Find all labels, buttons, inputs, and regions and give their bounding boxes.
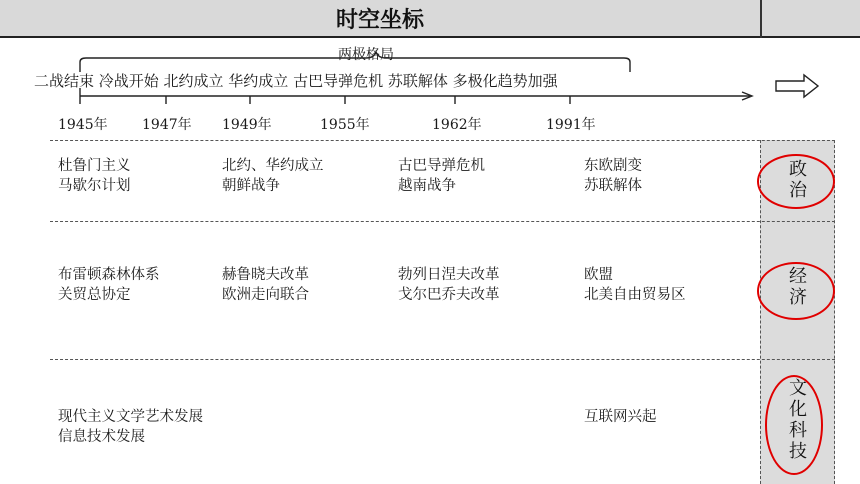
bipolar-pattern-label: 两极格局 — [338, 47, 394, 63]
politics-item: 东欧剧变 — [584, 158, 642, 174]
economy-red-circle — [757, 262, 835, 320]
politics-item: 马歇尔计划 — [58, 178, 131, 194]
economy-item: 欧洲走向联合 — [222, 287, 309, 303]
economy-item: 欧盟 — [584, 267, 613, 283]
politics-col-3 — [398, 156, 485, 196]
label-char: 化 — [789, 399, 807, 420]
economy-item: 布雷顿森林体系 — [58, 267, 160, 283]
economy-col-2 — [222, 265, 309, 305]
row-separator-economy-culture — [50, 359, 835, 360]
bipolar-brace — [80, 52, 630, 72]
politics-item: 古巴导弹危机 — [398, 158, 485, 174]
culture-item: 信息技术发展 — [58, 429, 145, 445]
culture-item: 现代主义文学艺术发展 — [58, 409, 203, 425]
politics-col-2 — [222, 156, 324, 196]
row-separator-politics-economy — [50, 221, 835, 222]
year-1945: 1945年 — [58, 117, 108, 133]
politics-item: 北约、华约成立 — [222, 158, 324, 174]
politics-col-4 — [584, 156, 642, 196]
economy-item: 赫鲁晓夫改革 — [222, 267, 309, 283]
year-1955: 1955年 — [320, 117, 370, 133]
economy-item: 关贸总协定 — [58, 287, 131, 303]
economy-col-4 — [584, 265, 686, 305]
economy-col-1 — [58, 265, 160, 305]
politics-item: 苏联解体 — [584, 178, 642, 194]
year-1962: 1962年 — [432, 117, 482, 133]
politics-item: 越南战争 — [398, 178, 456, 194]
label-char: 政 — [789, 159, 807, 180]
politics-red-circle — [757, 154, 835, 209]
culture-col-2 — [584, 407, 657, 427]
label-char: 文 — [789, 378, 807, 399]
economy-col-3 — [398, 265, 500, 305]
label-char: 济 — [789, 287, 807, 308]
page-title: 时空坐标 — [335, 8, 424, 33]
year-1949: 1949年 — [222, 117, 272, 133]
economy-item: 北美自由贸易区 — [584, 287, 686, 303]
arrow-right-icon — [776, 75, 818, 97]
politics-item: 杜鲁门主义 — [58, 158, 131, 174]
row-separator-top — [50, 140, 835, 141]
label-char: 科 — [789, 420, 807, 441]
timeline-events: 二战结束 冷战开始 北约成立 华约成立 古巴导弹危机 苏联解体 多极化趋势加强 — [34, 72, 558, 90]
culture-item: 互联网兴起 — [584, 409, 657, 425]
culture-col-1 — [58, 407, 203, 447]
year-1991: 1991年 — [546, 117, 596, 133]
label-char: 经 — [789, 266, 807, 287]
year-1947: 1947年 — [142, 117, 192, 133]
label-char: 技 — [789, 441, 807, 462]
politics-col-1 — [58, 156, 131, 196]
economy-item: 勃列日涅夫改革 — [398, 267, 500, 283]
culture-tech-red-circle — [765, 375, 823, 475]
politics-item: 朝鲜战争 — [222, 178, 280, 194]
label-char: 治 — [789, 180, 807, 201]
economy-item: 戈尔巴乔夫改革 — [398, 287, 500, 303]
